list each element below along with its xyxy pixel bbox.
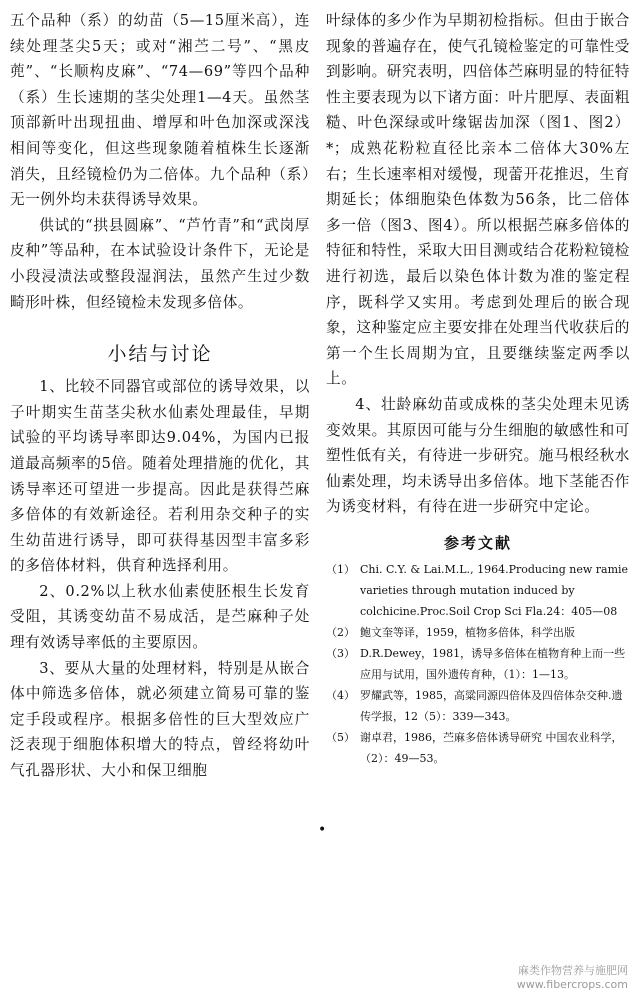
- right-column: [326, 8, 630, 769]
- reference-number: （1）: [326, 562, 355, 576]
- summary-item-1: 1、比较不同器官或部位的诱导效果，以子叶期实生苗茎尖秋水仙素处理最佳，早期试验的平均诱导率即达9.04%，为国内已报道最高频率的5倍。随着处理措施的优化，其诱导率还可望进一步提高。因此是获得苎麻多倍体的有效新途径。若利用杂交种子的实生幼苗进行诱导，即可获得基因型丰富多彩的多倍体材料，供育种选择利用。: [10, 378, 310, 575]
- left-column: [10, 8, 310, 784]
- references-list: [326, 559, 630, 769]
- reference-number: （2）: [326, 625, 355, 639]
- watermark-url: www.fibercrops.com: [516, 978, 628, 991]
- reference-text: 鲍文奎等译，1959，植物多倍体，科学出版: [360, 625, 575, 639]
- summary-item-2: 2、0.2%以上秋水仙素使胚根生长发育受阻，其诱变幼苗不易成活，是苎麻种子处理有效诱导率低的主要原因。: [10, 582, 310, 652]
- reference-item: [326, 622, 630, 643]
- summary-item-3: 3、要从大量的处理材料，特别是从嵌合体中筛选多倍体，就必须建立简易可靠的鉴定手段或程序。根据多倍性的巨大型效应广泛表现于细胞体积增大的特点，曾经将幼叶气孔器形状、大小和保卫细胞: [10, 659, 310, 780]
- reference-item: [326, 559, 630, 622]
- summary-item-4: 4、壮龄麻幼苗或成株的茎尖处理未见诱变效果。其原因可能与分生细胞的敏感性和可塑性低有关，有待进一步研究。施马根经秋水仙素处理，均未诱导出多倍体。地下茎能否作为诱变材料，有待在进一步研究中定论。: [326, 395, 630, 516]
- right-paragraph-1: 叶绿体的多少作为早期初检指标。但由于嵌合现象的普遍存在，使气孔镜检鉴定的可靠性受到影响。研究表明，四倍体苎麻明显的特征特性主要表现为以下诸方面：叶片肥厚、表面粗糙、叶色深绿或叶缘锯齿加深（图1、图2）*；成熟花粉粒直径比亲本二倍体大30%左右；生长速率相对缓慢，现蕾开花推迟，生育期延长；体细胞染色体数为56条，比二倍体多一倍（图3、图4）。所以根据苎麻多倍体的特征和特性，采取大田目测或结合花粉粒镜检进行初选，最后以染色体计数为准的鉴定程序，既科学又实用。考虑到处理后的嵌合现象，这种鉴定应主要安排在处理当代收获后的第一个生长周期为宜，且要继续鉴定两季以上。: [326, 12, 630, 388]
- reference-text: 谢卓君，1986，苎麻多倍体诱导研究 中国农业科学，（2）：49—53。: [360, 730, 623, 765]
- section-heading: 小结与讨论: [107, 343, 213, 366]
- reference-text: 罗耀武等，1985，高粱同源四倍体及四倍体杂交种.遗传学报，12（5）：339—343。: [360, 688, 623, 723]
- left-paragraph-1: 五个品种（系）的幼苗（5—15厘米高），连续处理茎尖5天；或对“湘苎二号”、“黑皮蔸”、“长顺构皮麻”、“74—69”等四个品种（系）生长速期的茎尖处理1—4天。虽然茎顶部新叶出现扭曲、增厚和叶色加深或深浅相间等变化，但这些现象随着植株生长逐渐消失，且经镜检仍为二倍体。九个品种（系）无一例外均未获得诱导效果。: [10, 12, 310, 209]
- reference-number: （5）: [326, 730, 355, 744]
- reference-number: （4）: [326, 688, 355, 702]
- reference-item: [326, 643, 630, 685]
- references-heading: 参考文献: [443, 533, 512, 552]
- reference-item: [326, 727, 630, 769]
- margin-mark: •: [318, 822, 327, 838]
- left-paragraph-2: 供试的“拱县圆麻”、“芦竹青”和“武岗厚皮种”等品种，在本试验设计条件下，无论是小段浸渍法或整段湿润法，虽然产生过少数畸形叶株，但经镜检未发现多倍体。: [10, 216, 310, 311]
- reference-item: [326, 685, 630, 727]
- reference-text: Chi. C.Y. & Lai.M.L., 1964.Producing new ramie varieties through mutation induced by colchicine.Proc.Soil Crop Sci Fla.24：405—08: [360, 562, 629, 618]
- watermark-site-name: 麻类作物营养与施肥网: [518, 964, 628, 977]
- watermark: [517, 964, 628, 992]
- reference-text: D.R.Dewey，1981，诱导多倍体在植物育种上而一些应用与试用，国外遗传育种，（1）：1—13。: [360, 646, 626, 681]
- reference-number: （3）: [326, 646, 355, 660]
